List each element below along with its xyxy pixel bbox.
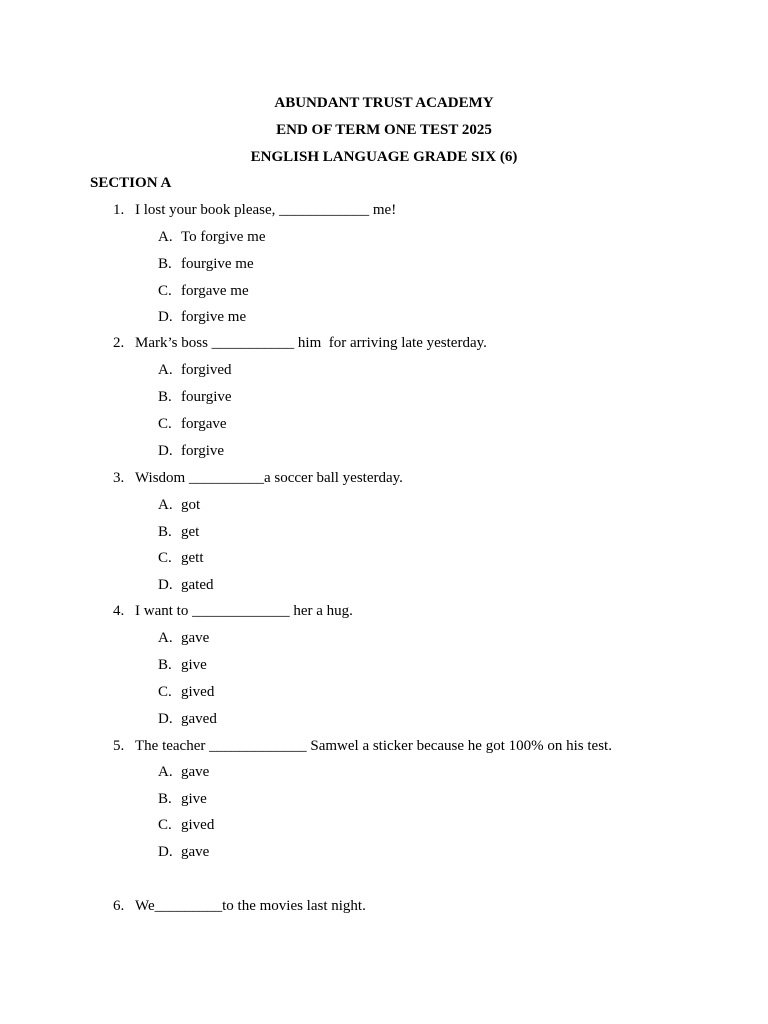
option-text: give: [181, 791, 207, 807]
question-text: The teacher _____________ Samwel a sticker because he got 100% on his test.: [135, 738, 612, 754]
option-3a: [158, 496, 200, 514]
option-5a: [158, 763, 209, 781]
question-number: 2.: [113, 335, 125, 351]
subject-title: ENGLISH LANGUAGE GRADE SIX (6): [250, 149, 518, 165]
question-3: [113, 469, 403, 487]
option-3b: [158, 523, 199, 541]
option-1a: [158, 228, 266, 246]
question-number: 3.: [113, 470, 125, 486]
question-text: Mark’s boss ___________ him for arriving late yesterday.: [135, 335, 487, 351]
option-text: forgived: [181, 362, 232, 378]
question-text: Wisdom __________a soccer ball yesterday.: [135, 470, 403, 486]
option-text: got: [181, 497, 201, 513]
option-letter: C.: [158, 817, 172, 833]
option-text: forgive me: [181, 309, 247, 325]
option-letter: D.: [158, 711, 173, 727]
option-text: gave: [181, 630, 210, 646]
option-letter: A.: [158, 630, 173, 646]
option-1c: [158, 282, 249, 300]
option-letter: B.: [158, 524, 172, 540]
option-text: gave: [181, 844, 210, 860]
option-letter: C.: [158, 684, 172, 700]
option-letter: C.: [158, 416, 172, 432]
option-2b: [158, 388, 232, 406]
question-number: 6.: [113, 898, 125, 914]
option-text: gett: [181, 550, 204, 566]
option-letter: A.: [158, 764, 173, 780]
option-5c: [158, 816, 214, 834]
option-text: get: [181, 524, 200, 540]
option-letter: A.: [158, 362, 173, 378]
option-text: fourgive me: [181, 256, 254, 272]
school-name: ABUNDANT TRUST ACADEMY: [274, 95, 494, 111]
question-text: I lost your book please, ____________ me!: [135, 202, 397, 218]
option-text: gaved: [181, 711, 217, 727]
option-letter: B.: [158, 256, 172, 272]
option-letter: B.: [158, 791, 172, 807]
option-letter: D.: [158, 443, 173, 459]
option-3d: [158, 576, 213, 594]
option-1b: [158, 255, 254, 273]
question-1: [113, 201, 396, 219]
option-5d: [158, 843, 209, 861]
option-4b: [158, 656, 207, 674]
option-letter: A.: [158, 229, 173, 245]
option-text: forgive: [181, 443, 225, 459]
question-5: [113, 737, 612, 755]
option-letter: A.: [158, 497, 173, 513]
question-text: I want to _____________ her a hug.: [135, 603, 353, 619]
option-3c: [158, 549, 204, 567]
option-letter: D.: [158, 844, 173, 860]
question-2: [113, 334, 487, 352]
question-text: We_________to the movies last night.: [135, 898, 366, 914]
question-number: 4.: [113, 603, 125, 619]
option-text: give: [181, 657, 207, 673]
option-letter: B.: [158, 389, 172, 405]
test-title: END OF TERM ONE TEST 2025: [276, 122, 492, 138]
option-4d: [158, 710, 217, 728]
option-text: forgave: [181, 416, 227, 432]
option-letter: C.: [158, 283, 172, 299]
option-2a: [158, 361, 232, 379]
option-2c: [158, 415, 227, 433]
option-text: gave: [181, 764, 210, 780]
question-4: [113, 602, 353, 620]
option-2d: [158, 442, 224, 460]
option-text: gated: [181, 577, 214, 593]
option-text: fourgive: [181, 389, 232, 405]
option-4c: [158, 683, 214, 701]
option-text: To forgive me: [181, 229, 266, 245]
option-text: forgave me: [181, 283, 249, 299]
option-letter: D.: [158, 309, 173, 325]
option-5b: [158, 790, 207, 808]
option-text: gived: [181, 684, 215, 700]
option-letter: C.: [158, 550, 172, 566]
option-text: gived: [181, 817, 215, 833]
option-letter: D.: [158, 577, 173, 593]
option-1d: [158, 308, 246, 326]
question-6: [113, 897, 366, 915]
question-number: 5.: [113, 738, 125, 754]
option-4a: [158, 629, 209, 647]
section-title: SECTION A: [90, 175, 172, 191]
question-number: 1.: [113, 202, 125, 218]
option-letter: B.: [158, 657, 172, 673]
